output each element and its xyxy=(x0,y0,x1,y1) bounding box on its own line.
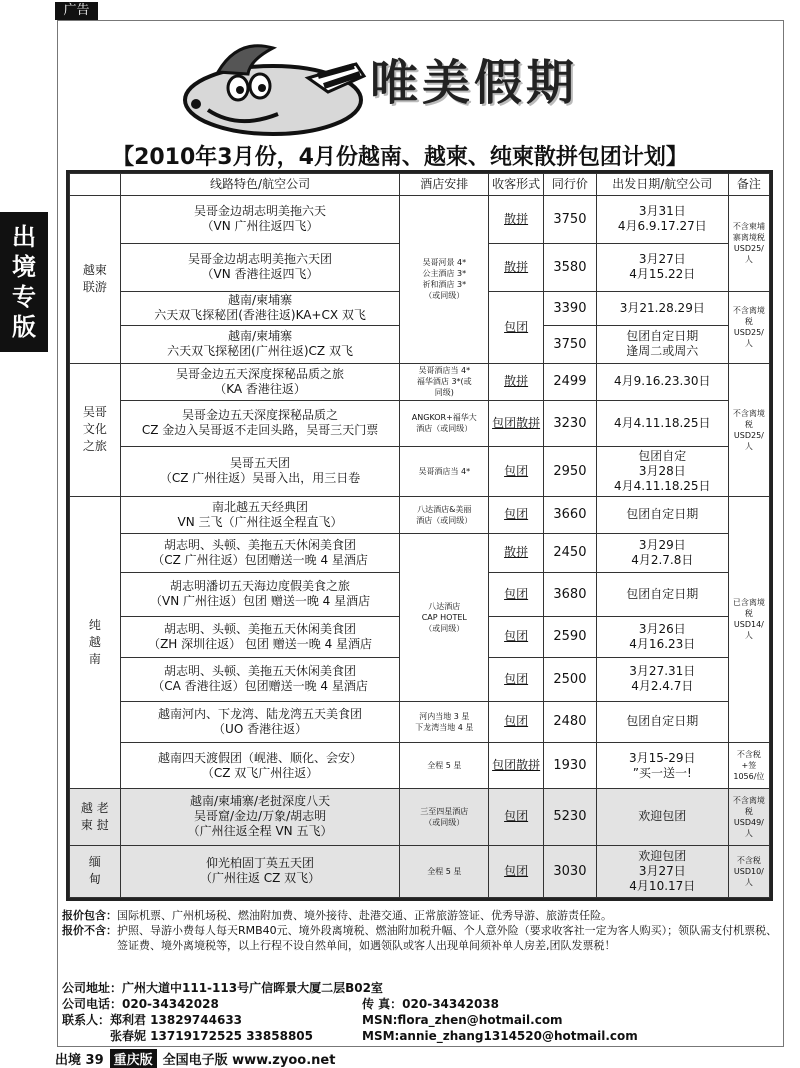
text-line: 吴哥酒店当 4* xyxy=(418,466,471,476)
text-line: （KA 香港往返） xyxy=(214,381,306,396)
text-line: 酒店（或同级） xyxy=(416,515,473,525)
text-line: 4月4.11.18.25日 xyxy=(614,415,711,430)
contact-person: 张春妮 13719172525 33858805 xyxy=(110,1029,313,1043)
text-line: CAP HOTEL xyxy=(421,612,467,622)
hotel-cell xyxy=(400,701,489,742)
text-line: 包团自定 xyxy=(638,448,687,463)
text-line: 包团自定日期 xyxy=(626,586,699,601)
text-line: （VN 广州往返四飞） xyxy=(201,219,319,234)
form-cell xyxy=(489,658,544,702)
table-row xyxy=(70,363,770,400)
date-cell xyxy=(596,243,728,291)
region-cell xyxy=(70,788,121,845)
region-label: 联游 xyxy=(82,280,107,295)
text-line: 包团自定日期 xyxy=(626,714,699,729)
text-line: 吴哥窟/金边/万象/胡志明 xyxy=(193,809,327,824)
text-line: 吴哥五天团 xyxy=(230,456,291,471)
exclude-label: 报价不含： xyxy=(62,924,117,937)
text-line: 4月4.11.18.25日 xyxy=(614,478,711,493)
text-line: 吴哥金边胡志明美拖六天 xyxy=(194,204,327,219)
table-row xyxy=(70,196,770,244)
route-cell xyxy=(120,573,400,617)
side-tab xyxy=(0,212,48,352)
text-line: 逢周二或周六 xyxy=(626,344,699,359)
text-line: 六天双飞探秘团(香港往返)KA+CX 双飞 xyxy=(154,308,366,323)
form-cell xyxy=(489,363,544,400)
region-label: 柬 挝 xyxy=(80,817,109,832)
text-line: 3月31日 xyxy=(638,204,686,219)
hotel-cell xyxy=(400,533,489,701)
text-line: 包团自定日期 xyxy=(626,329,699,344)
text-line: 八达酒店 xyxy=(428,601,461,611)
hotel-cell xyxy=(400,400,489,446)
form-label: 散拼 xyxy=(504,374,529,389)
hotel-cell xyxy=(400,196,489,364)
text-line: 吴哥金边五天深度探秘品质之旅 xyxy=(176,366,345,381)
form-label: 包团 xyxy=(504,319,529,334)
form-cell xyxy=(489,573,544,617)
table-row xyxy=(70,845,770,897)
text-line: 不含离境税USD49/人 xyxy=(732,795,765,838)
hotel-cell xyxy=(400,496,489,533)
form-label: 包团 xyxy=(504,714,529,729)
text-line: （广州往返 CZ 双飞） xyxy=(199,871,321,886)
text-line: 4月6.9.17.27日 xyxy=(617,219,707,234)
region-label: 文化 xyxy=(82,422,107,437)
date-cell xyxy=(596,533,728,572)
text-line: 3月27日 xyxy=(638,252,686,267)
side-tab-char: 出 xyxy=(12,223,36,251)
note-cell: 已含离境税USD14/人 xyxy=(728,496,769,742)
text-line: （CZ 双飞广州往返） xyxy=(201,765,319,780)
route-cell xyxy=(120,788,400,845)
text-line: 酒店（或同级） xyxy=(416,424,473,434)
edition-badge: 重庆版 xyxy=(110,1049,157,1068)
table-row xyxy=(70,701,770,742)
date-cell xyxy=(596,573,728,617)
text-line: ”买一送一! xyxy=(632,765,692,780)
price-cell: 2590 xyxy=(544,616,597,657)
text-line: 3月21.28.29日 xyxy=(619,300,705,315)
route-cell xyxy=(120,658,400,702)
route-cell xyxy=(120,845,400,897)
company-address: 公司地址：广州大道中111-113号广信晖景大厦二层B02室 xyxy=(62,981,383,995)
text-line: （广州往返全程 VN 五飞） xyxy=(187,824,333,839)
text-line: 下龙湾当地 4 星 xyxy=(415,722,474,732)
date-cell xyxy=(596,658,728,702)
text-line: 4月15.22日 xyxy=(629,267,696,282)
contact-block xyxy=(62,980,782,1044)
header-cell xyxy=(70,174,121,196)
table-row xyxy=(70,496,770,533)
hotel-cell xyxy=(400,446,489,496)
route-cell xyxy=(120,325,400,363)
form-cell xyxy=(489,446,544,496)
region-label: 吴哥 xyxy=(82,405,107,420)
price-cell: 3390 xyxy=(544,291,597,325)
date-cell xyxy=(596,363,728,400)
date-cell xyxy=(596,701,728,742)
table-row xyxy=(70,743,770,789)
form-label: 散拼 xyxy=(504,259,529,274)
header-cell: 备注 xyxy=(728,174,769,196)
text-line: （UO 香港往返） xyxy=(213,721,308,736)
form-label: 包团散拼 xyxy=(492,758,541,772)
text-line: （ZH 深圳往返） 包团 赠送一晚 4 星酒店 xyxy=(148,636,373,651)
price-cell: 3230 xyxy=(544,400,597,446)
note-cell xyxy=(728,196,769,292)
table-row xyxy=(70,788,770,845)
date-cell xyxy=(596,616,728,657)
table-row xyxy=(70,446,770,496)
text-line: 吴哥河景 4* xyxy=(422,258,467,268)
text-line: 胡志明、头顿、美拖五天休闲美食团 xyxy=(164,664,357,679)
region-label: 南 xyxy=(88,651,101,666)
text-line: 4月2.4.7日 xyxy=(631,679,694,694)
route-cell xyxy=(120,196,400,244)
form-label: 包团 xyxy=(504,586,529,601)
date-cell xyxy=(596,196,728,244)
form-cell xyxy=(489,616,544,657)
text-line: 越南/柬埔寨 xyxy=(228,293,293,308)
text-line: （VN 广州往返）包团 赠送一晚 4 星酒店 xyxy=(150,594,371,609)
route-cell xyxy=(120,533,400,572)
page-number: 出境 39 xyxy=(55,1052,104,1068)
form-cell xyxy=(489,701,544,742)
text-line: 吴哥金边五天深度探秘品质之 xyxy=(182,408,339,423)
contact-person: 联系人：郑利君 13829744633 xyxy=(62,1013,243,1027)
side-tab-char: 版 xyxy=(12,313,36,341)
table-row xyxy=(70,533,770,572)
text-line: CZ 金边入吴哥返不走回头路，吴哥三天门票 xyxy=(141,423,379,438)
route-cell xyxy=(120,291,400,325)
price-cell: 3750 xyxy=(544,196,597,244)
text-line: 3月15-29日 xyxy=(629,750,696,765)
form-label: 包团 xyxy=(504,629,529,644)
text-line: 全程 5 星 xyxy=(427,866,462,876)
note-cell xyxy=(728,845,769,897)
route-cell xyxy=(120,616,400,657)
header-cell: 酒店安排 xyxy=(400,174,489,196)
route-cell xyxy=(120,446,400,496)
text-line: 4月16.23日 xyxy=(629,636,696,651)
form-cell xyxy=(489,533,544,572)
text-line: 不含柬埔寨离境税USD25/人 xyxy=(732,222,765,265)
region-label: 缅 xyxy=(88,855,101,870)
text-line: 全程 5 星 xyxy=(427,761,462,770)
text-line: 3月27日 xyxy=(638,863,686,878)
text-line: 吴哥金边胡志明美拖六天团 xyxy=(188,252,333,267)
site-link[interactable]: 全国电子版 www.zyoo.net xyxy=(162,1052,336,1068)
text-line: 4月2.7.8日 xyxy=(631,552,694,567)
ad-tag: 广告 xyxy=(55,2,98,20)
form-cell xyxy=(489,845,544,897)
region-cell xyxy=(70,363,121,496)
header-cell: 同行价 xyxy=(544,174,597,196)
text-line: 3月29日 xyxy=(638,537,686,552)
header-cell: 线路特色/航空公司 xyxy=(120,174,400,196)
text-line: 欢迎包团 xyxy=(638,848,687,863)
hotel-cell xyxy=(400,845,489,897)
form-label: 包团 xyxy=(504,507,529,522)
contact-msn[interactable]: MSM:annie_zhang1314520@hotmail.com xyxy=(362,1029,638,1043)
side-tab-char: 境 xyxy=(12,253,36,281)
form-label: 包团散拼 xyxy=(492,415,541,430)
date-cell xyxy=(596,400,728,446)
region-label: 越柬 xyxy=(82,263,107,278)
text-line: 吴哥酒店当 4* xyxy=(418,366,471,376)
price-cell: 3660 xyxy=(544,496,597,533)
text-line: 福华酒店 3*(或 xyxy=(416,377,472,387)
text-line: 河内当地 3 星 xyxy=(419,711,470,721)
text-line: 越南/柬埔寨 xyxy=(228,329,293,344)
form-label: 散拼 xyxy=(504,545,529,560)
form-label: 包团 xyxy=(504,671,529,686)
tour-table xyxy=(66,170,773,901)
text-line: 胡志明、头顿、美拖五天休闲美食团 xyxy=(164,621,357,636)
date-cell xyxy=(596,446,728,496)
route-cell xyxy=(120,363,400,400)
region-cell xyxy=(70,496,121,788)
company-phone: 公司电话：020-34342028 xyxy=(62,997,219,1011)
headline: 【2010年3月份，4月份越南、越柬、纯柬散拼包团计划】 xyxy=(112,145,688,170)
text-line: （VN 香港往返四飞） xyxy=(201,267,319,282)
text-line: 包团自定日期 xyxy=(626,507,699,522)
text-line: ANGKOR+福华大 xyxy=(411,413,477,423)
form-cell xyxy=(489,743,544,789)
region-label: 之旅 xyxy=(82,439,107,454)
text-line: 不含税+签1056/位 xyxy=(733,750,765,781)
company-fax: 传 真：020-34342038 xyxy=(362,997,500,1011)
table-row xyxy=(70,400,770,446)
text-line: （或同级） xyxy=(424,291,465,301)
hotel-cell xyxy=(400,788,489,845)
form-label: 包团 xyxy=(504,809,529,824)
date-cell xyxy=(596,743,728,789)
text-line: 六天双飞探秘团(广州往返)CZ 双飞 xyxy=(167,344,353,359)
price-cell: 3680 xyxy=(544,573,597,617)
text-line: 南北越五天经典团 xyxy=(212,499,309,514)
route-cell xyxy=(120,743,400,789)
price-cell: 3030 xyxy=(544,845,597,897)
note-cell: 不含离境税USD25/人 xyxy=(728,363,769,496)
form-cell xyxy=(489,788,544,845)
date-cell xyxy=(596,845,728,897)
text-line: 3月27.31日 xyxy=(629,664,696,679)
route-cell xyxy=(120,243,400,291)
text-line: 不含离境税USD25/人 xyxy=(732,306,765,349)
price-cell: 3750 xyxy=(544,325,597,363)
region-label: 越 xyxy=(88,634,101,649)
hotel-cell xyxy=(400,743,489,789)
region-label: 甸 xyxy=(88,872,101,887)
price-cell: 2500 xyxy=(544,658,597,702)
region-cell xyxy=(70,196,121,364)
text-line: 三至四星酒店 xyxy=(420,806,469,816)
include-label: 报价包含： xyxy=(62,909,117,922)
form-cell xyxy=(489,243,544,291)
note-cell xyxy=(728,743,769,789)
region-label: 纯 xyxy=(88,617,101,632)
date-cell xyxy=(596,788,728,845)
text-line: （或同级） xyxy=(424,817,465,827)
text-line: （CZ 广州往返）包团赠送一晚 4 星酒店 xyxy=(152,552,368,567)
text-line: 胡志明、头顿、美拖五天休闲美食团 xyxy=(164,537,357,552)
note-cell xyxy=(728,788,769,845)
brand-name: 唯美假期 xyxy=(370,55,579,111)
text-line: 同级) xyxy=(434,388,454,398)
form-label: 包团 xyxy=(504,463,529,478)
route-cell xyxy=(120,496,400,533)
text-line: 欢迎包团 xyxy=(638,809,687,824)
date-cell xyxy=(596,291,728,325)
text-line: 越南/柬埔寨/老挝深度八天 xyxy=(190,794,331,809)
text-line: （或同级） xyxy=(424,623,465,633)
price-cell: 2499 xyxy=(544,363,597,400)
form-label: 包团 xyxy=(504,863,529,878)
text-line: 越南四天渡假团（岘港、顺化、会安） xyxy=(158,750,363,765)
route-cell xyxy=(120,701,400,742)
price-cell: 2950 xyxy=(544,446,597,496)
price-cell: 1930 xyxy=(544,743,597,789)
header-cell: 出发日期/航空公司 xyxy=(596,174,728,196)
form-cell xyxy=(489,291,544,363)
date-cell xyxy=(596,325,728,363)
side-tab-char: 专 xyxy=(12,283,36,311)
form-cell xyxy=(489,196,544,244)
text-line: 公主酒店 3* xyxy=(422,269,467,279)
price-cell: 3580 xyxy=(544,243,597,291)
text-line: 4月10.17日 xyxy=(629,878,696,893)
text-line: 八达酒店&美丽 xyxy=(417,504,472,514)
price-notes xyxy=(62,908,782,953)
text-line: 仰光柏固丁英五天团 xyxy=(206,856,315,871)
text-line: 3月26日 xyxy=(638,621,686,636)
exclude-text: 护照、导游小费每人每天RMB40元、境外段离境税、燃油附加税升幅、个人意外险（要求收客社一定为客人购买）；领队需支付机票税、签证费、境外离境税等，以上行程不设自然单间，如遇领队或客人出现单间须补单人房差,团队发票税！ xyxy=(117,924,778,952)
contact-msn[interactable]: MSN:flora_zhen@hotmail.com xyxy=(362,1013,563,1027)
text-line: 4月9.16.23.30日 xyxy=(614,374,711,389)
text-line: 祈和酒店 3* xyxy=(422,280,467,290)
header-cell: 收客形式 xyxy=(489,174,544,196)
route-cell xyxy=(120,400,400,446)
price-cell: 2450 xyxy=(544,533,597,572)
date-cell xyxy=(596,496,728,533)
form-cell xyxy=(489,496,544,533)
text-line: 3月28日 xyxy=(638,463,686,478)
text-line: 胡志明潘切五天海边度假美食之旅 xyxy=(170,579,351,594)
form-cell xyxy=(489,400,544,446)
text-line: （CZ 广州往返）吴哥入出，用三日卷 xyxy=(159,471,361,486)
price-cell: 2480 xyxy=(544,701,597,742)
text-line: （CA 香港往返）包团赠送一晚 4 星酒店 xyxy=(152,679,368,694)
include-text: 国际机票、广州机场税、燃油附加费、境外接待、赴港交通、正常旅游签证、优秀导游、旅游责任险。 xyxy=(117,909,612,922)
airplane-mascot-logo xyxy=(178,30,378,142)
price-cell: 5230 xyxy=(544,788,597,845)
text-line: VN 三飞（广州往返全程直飞） xyxy=(177,514,343,529)
hotel-cell xyxy=(400,363,489,400)
text-line: 越南河内、下龙湾、陆龙湾五天美食团 xyxy=(158,706,363,721)
text-line: 不含税USD10/人 xyxy=(733,855,764,887)
bottom-bar xyxy=(55,1049,335,1067)
form-label: 散拼 xyxy=(504,211,529,226)
note-cell xyxy=(728,291,769,363)
region-label: 越 老 xyxy=(80,800,109,815)
region-cell xyxy=(70,845,121,897)
